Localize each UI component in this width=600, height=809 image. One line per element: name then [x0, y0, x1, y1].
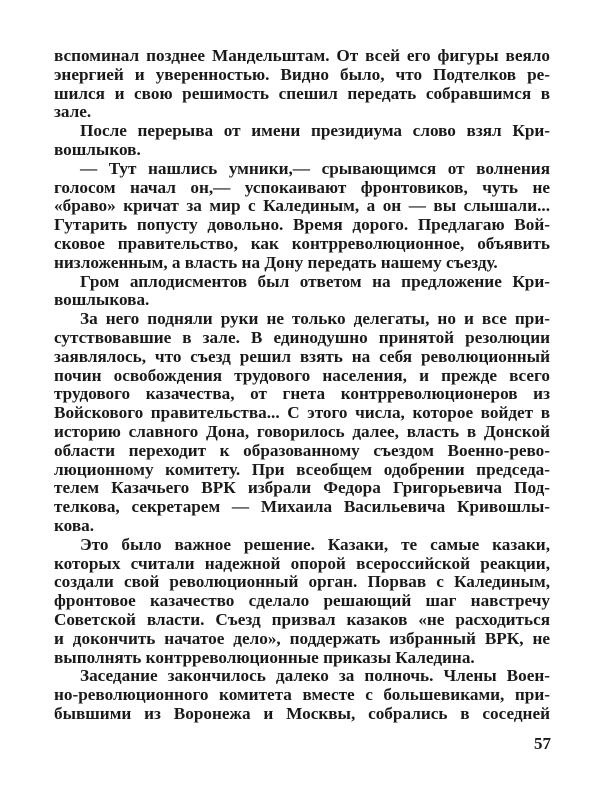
text-line: и докончить начатое дело», поддержать избранный ВРК, не [54, 629, 550, 648]
text-line: создали свой революционный орган. Порвав с Калединым, [54, 573, 550, 592]
text-line: энергией и уверенностью. Видно было, что Подтелков ре- [54, 65, 550, 84]
text-line: вошлыков. [54, 140, 141, 159]
text-line: За него подняли руки не только делегаты, но и все при- [80, 310, 550, 329]
text-line: «браво» кричат за мир с Калединым, а он — вы слышали... [54, 197, 550, 216]
text-line: историю славного Дона, говорилось далее, власть в Донской [54, 422, 550, 441]
paragraph [54, 160, 550, 273]
text-line: Советской власти. Съезд призвал казаков «не расходиться [54, 610, 550, 629]
text-line: кова. [54, 516, 95, 535]
text-line: сутствовавшие в зале. В единодушно принятой резолюции [54, 328, 550, 347]
text-line: заявлялось, что съезд решил взять на себя революционный [54, 347, 550, 366]
text-line: зале. [54, 103, 92, 122]
text-line: области переходит к образованному съездом Военно-рево- [54, 441, 550, 460]
paragraph [54, 536, 550, 668]
text-line: Это было важное решение. Казаки, те самые казаки, [80, 535, 550, 554]
text-line: Гром аплодисментов был ответом на предложение Кри- [80, 272, 550, 291]
text-line: бывшими из Воронежа и Москвы, собрались в соседней [54, 704, 550, 723]
paragraph [54, 47, 550, 122]
text-line: шился и свою решимость спешил передать собравшимся в [54, 84, 550, 103]
paragraph [54, 667, 550, 723]
text-line: которых считали надежной опорой всероссийской реакции, [54, 554, 550, 573]
text-line: Гутарить попусту довольно. Время дорого. Предлагаю Вой- [54, 216, 550, 235]
text-line: — Тут нашлись умники,— срывающимся от волнения [80, 159, 550, 178]
text-line: вспоминал позднее Мандельштам. От всей его фигуры веяло [54, 47, 550, 65]
text-line: После перерыва от имени президиума слово взял Кри- [80, 122, 550, 141]
text-line: Заседание закончилось далеко за полночь. Члены Воен- [80, 667, 550, 686]
page-body-text [54, 47, 550, 724]
text-line: выполнять контрреволюционные приказы Каледина. [54, 648, 475, 667]
text-line: сковое правительство, как контрреволюционное, объявить [54, 234, 550, 253]
text-line: телем Казачьего ВРК избрали Федора Григорьевича Под- [54, 479, 550, 498]
paragraph [54, 122, 550, 160]
text-line: но-революционного комитета вместе с большевиками, при- [54, 686, 550, 705]
text-line: трудового казачества, от гнета контрреволюционеров из [54, 385, 550, 404]
text-line: фронтовое казачество сделало решающий шаг навстречу [54, 592, 550, 611]
text-line: Войскового правительства... С этого числа, которое войдет в [54, 404, 550, 423]
paragraph [54, 273, 550, 311]
text-line: вошлыкова. [54, 291, 150, 310]
text-line: телкова, секретарем — Михаила Васильевича Кривошлы- [54, 498, 550, 517]
text-line: голосом начал он,— успокаивают фронтовиков, чуть не [54, 178, 550, 197]
text-line: люционному комитету. При всеобщем одобрении председа- [54, 460, 550, 479]
text-line: низложенным, а власть на Дону передать нашему съезду. [54, 253, 498, 272]
page-number: 57 [534, 734, 551, 753]
text-line: почин освобождения трудового населения, и прежде всего [54, 366, 550, 385]
paragraph [54, 310, 550, 536]
